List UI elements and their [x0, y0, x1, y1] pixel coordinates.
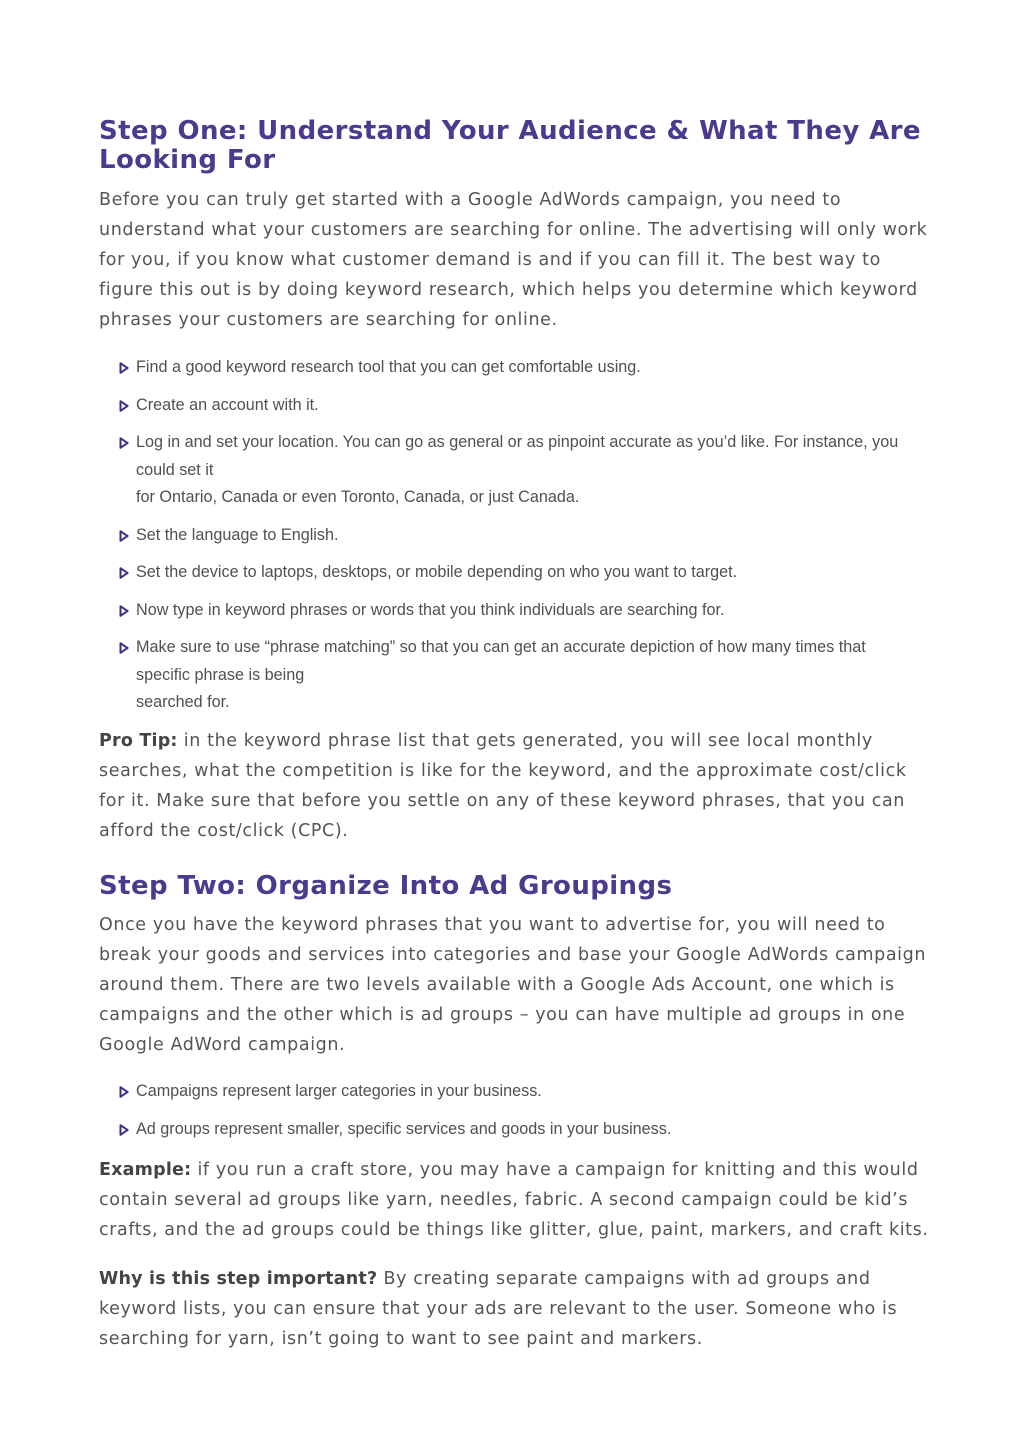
- triangle-right-outline-icon: [119, 1086, 129, 1098]
- list-item: [119, 634, 919, 717]
- step-two-bullet-list: [119, 1078, 919, 1153]
- list-item: [119, 522, 919, 550]
- list-item: [119, 1078, 919, 1106]
- triangle-right-outline-icon: [119, 530, 129, 542]
- list-item-text: Set the language to English.: [136, 525, 339, 544]
- list-item-text: Create an account with it.: [136, 395, 319, 414]
- list-item: [119, 1116, 919, 1144]
- list-item-text: Ad groups represent smaller, specific services and goods in your business.: [136, 1119, 672, 1138]
- step-one-bullet-list: [119, 354, 919, 727]
- why-important-label: Why is this step important?: [99, 1269, 378, 1289]
- list-item-text: for Ontario, Canada or even Toronto, Canada, or just Canada.: [136, 488, 580, 506]
- example-text: if you run a craft store, you may have a campaign for knitting and this would contain several ad groups like yarn, needles, fabric. A second campaign could be kid’s crafts, and the ad groups could be things like glitter, glue, paint, markers, and craft kits.: [99, 1160, 929, 1240]
- step-one-heading: Step One: Understand Your Audience & What They Are Looking For: [99, 116, 921, 175]
- step-one-intro: Before you can truly get started with a Google AdWords campaign, you need to understand what your customers are searching for online. The advertising will only work for you, if you know what customer demand is and if you can fill it. The best way to figure this out is by doing keyword research, which helps you determine which keyword phrases your customers are searching for online.: [99, 190, 928, 330]
- why-important-text: By creating separate campaigns with ad groups and keyword lists, you can ensure that your ads are relevant to the user. Someone who is searching for yarn, isn’t going to want to see paint and markers.: [99, 1269, 898, 1349]
- list-item-text: Log in and set your location. You can go as general or as pinpoint accurate as you’d like. For instance, you could set it: [136, 433, 899, 479]
- triangle-right-outline-icon: [119, 362, 129, 374]
- triangle-right-outline-icon: [119, 605, 129, 617]
- list-item: [119, 597, 919, 625]
- step-two-intro: Once you have the keyword phrases that you want to advertise for, you will need to break your goods and services into categories and base your Google AdWords campaign around them. There are two levels available with a Google Ads Account, one which is campaigns and the other which is ad groups – you can have multiple ad groups in one Google AdWord campaign.: [99, 915, 927, 1055]
- list-item-text: Find a good keyword research tool that you can get comfortable using.: [136, 358, 641, 376]
- pro-tip-paragraph: [99, 726, 937, 846]
- list-item-text: Set the device to laptops, desktops, or mobile depending on who you want to target.: [136, 563, 738, 581]
- list-item: [119, 429, 919, 512]
- triangle-right-outline-icon: [119, 400, 129, 412]
- triangle-right-outline-icon: [119, 1124, 129, 1136]
- triangle-right-outline-icon: [119, 642, 129, 654]
- why-important-paragraph: [99, 1264, 937, 1354]
- list-item: [119, 392, 919, 420]
- example-paragraph: [99, 1155, 937, 1245]
- pro-tip-label: Pro Tip:: [99, 731, 178, 751]
- list-item-text: Now type in keyword phrases or words that you think individuals are searching for.: [136, 600, 725, 619]
- triangle-right-outline-icon: [119, 567, 129, 579]
- example-label: Example:: [99, 1160, 192, 1180]
- list-item-text: Make sure to use “phrase matching” so that you can get an accurate depiction of how many times that specific phrase is being: [136, 638, 866, 684]
- list-item-text: searched for.: [136, 693, 230, 711]
- triangle-right-outline-icon: [119, 437, 129, 449]
- list-item: [119, 559, 919, 587]
- list-item: [119, 354, 919, 382]
- pro-tip-text: in the keyword phrase list that gets generated, you will see local monthly searches, what the competition is like for the keyword, and the approximate cost/click for it. Make sure that before you settle on any of these keyword phrases, that you can afford the cost/click (CPC).: [99, 731, 907, 841]
- list-item-text: Campaigns represent larger categories in your business.: [136, 1082, 542, 1100]
- step-two-heading: Step Two: Organize Into Ad Groupings: [99, 871, 673, 901]
